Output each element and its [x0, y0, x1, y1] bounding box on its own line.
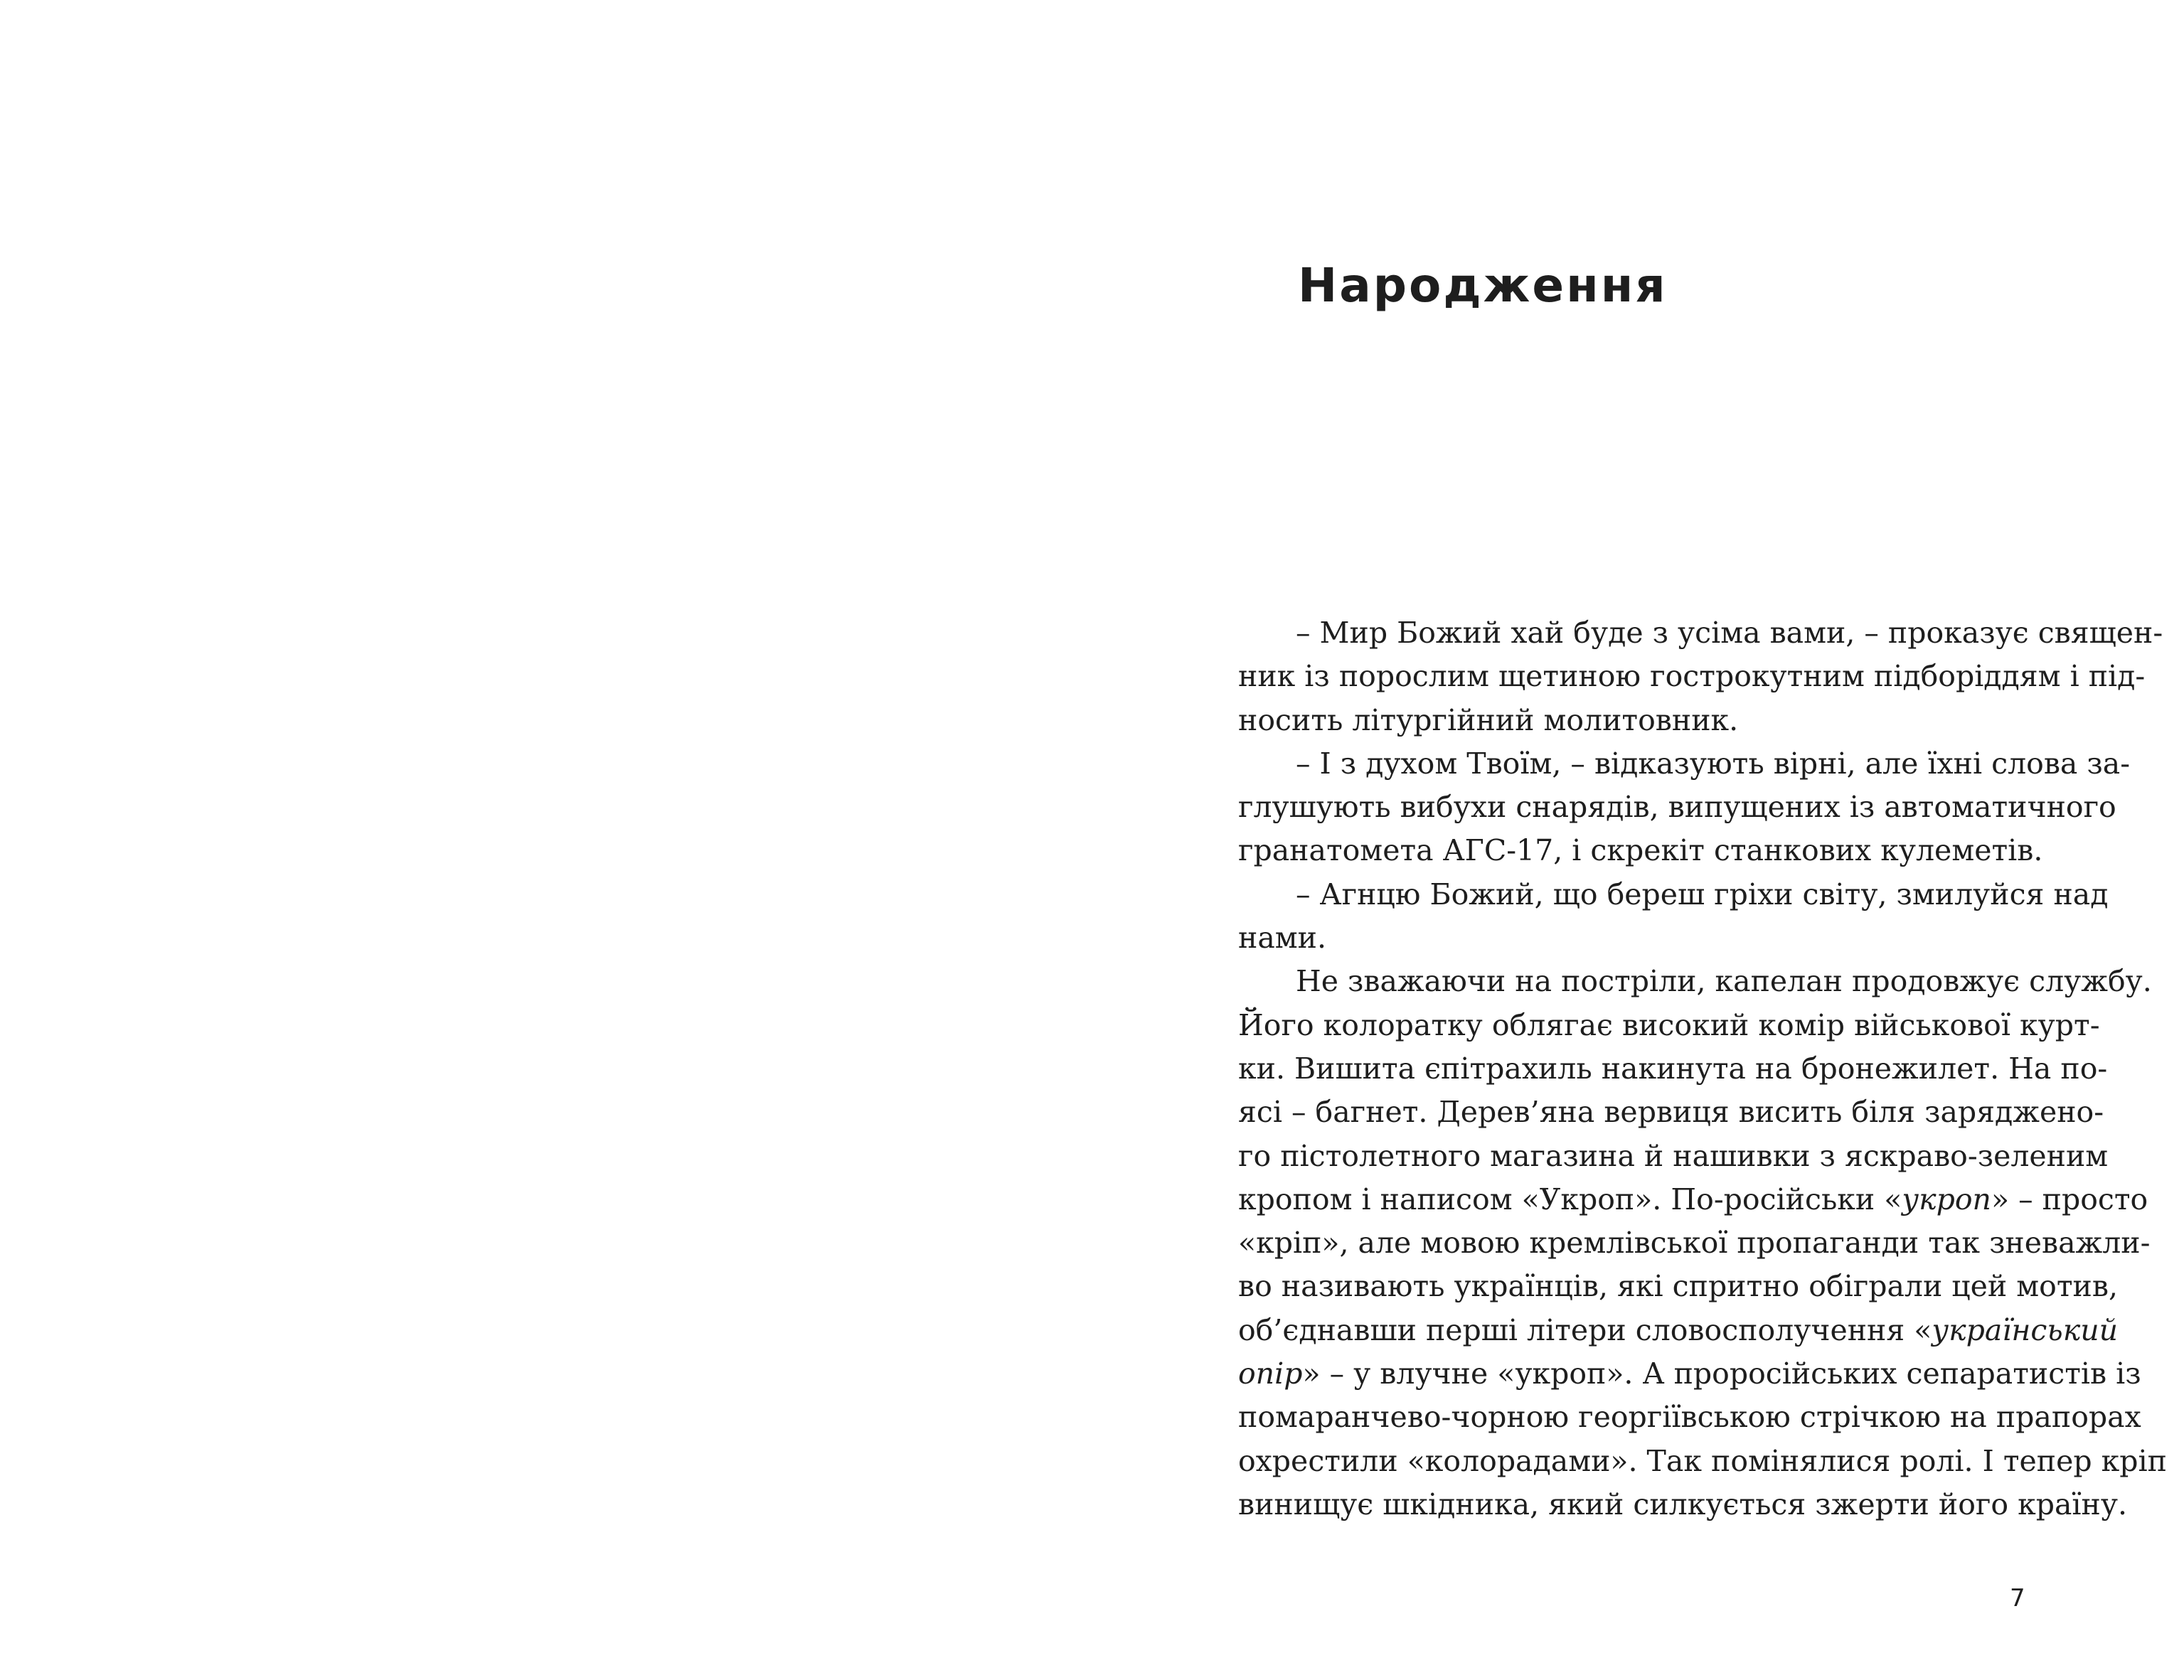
italic-segment: український: [1932, 1312, 2119, 1347]
text-line: «кріп», але мовою кремлівської пропаганди так зневажли-: [1238, 1226, 2151, 1261]
text-line-mixed: [1238, 1352, 2141, 1396]
chapter-title: Народження: [1298, 258, 1668, 313]
text-segment: » – у влучне «укроп». А проросійських сепаратистів із: [1302, 1357, 2141, 1391]
text-line: го пістолетного магазина й нашивки з яскраво-зеленим: [1238, 1138, 2109, 1173]
text-segment: » – просто: [1991, 1182, 2148, 1216]
text-line: – І з духом Твоїм, – відказують вірні, але їхні слова за-: [1296, 746, 2131, 781]
text-line: гранатомета АГС-17, і скрекіт станкових кулеметів.: [1238, 833, 2043, 868]
text-line: Не зважаючи на постріли, капелан продовжує службу.: [1296, 964, 2152, 999]
text-line-mixed: [1238, 1178, 2148, 1221]
italic-segment: укроп: [1902, 1182, 1991, 1216]
text-line: охрестили «колорадами». Так помінялися ролі. І тепер кріп: [1238, 1443, 2167, 1478]
text-line: ки. Вишита єпітрахиль накинута на бронежилет. На по-: [1238, 1051, 2108, 1086]
text-line: – Мир Божий хай буде з усіма вами, – проказує священ-: [1296, 616, 2163, 650]
text-line: – Агнцю Божий, що береш гріхи світу, змилуйся над: [1296, 877, 2109, 911]
text-line: ник із порослим щетиною гострокутним підборіддям і під-: [1238, 659, 2146, 694]
text-line-mixed: [1238, 1309, 2119, 1352]
text-segment: кропом і написом «Укроп». По-російськи «: [1238, 1182, 1902, 1216]
text-segment: об’єднавши перші літери словосполучення «: [1238, 1312, 1932, 1347]
text-line: нами.: [1238, 921, 1327, 956]
text-line: помаранчево-чорною георгіївською стрічкою на прапорах: [1238, 1400, 2141, 1435]
text-line: Його колоратку облягає високий комір військової курт-: [1238, 1007, 2100, 1042]
text-line: носить літургійний молитовник.: [1238, 702, 1739, 737]
italic-segment: опір: [1238, 1357, 1303, 1391]
text-line: винищує шкідника, який силкується зжерти його країну.: [1238, 1487, 2128, 1521]
page-number: 7: [2010, 1584, 2025, 1612]
text-line: во називають українців, які спритно обіграли цей мотив,: [1238, 1269, 2118, 1304]
text-line: ясі – багнет. Дерев’яна вервиця висить біля заряджено-: [1238, 1095, 2104, 1130]
body-text: [1238, 611, 2167, 1526]
text-line: глушують вибухи снарядів, випущених із автоматичного: [1238, 790, 2116, 825]
